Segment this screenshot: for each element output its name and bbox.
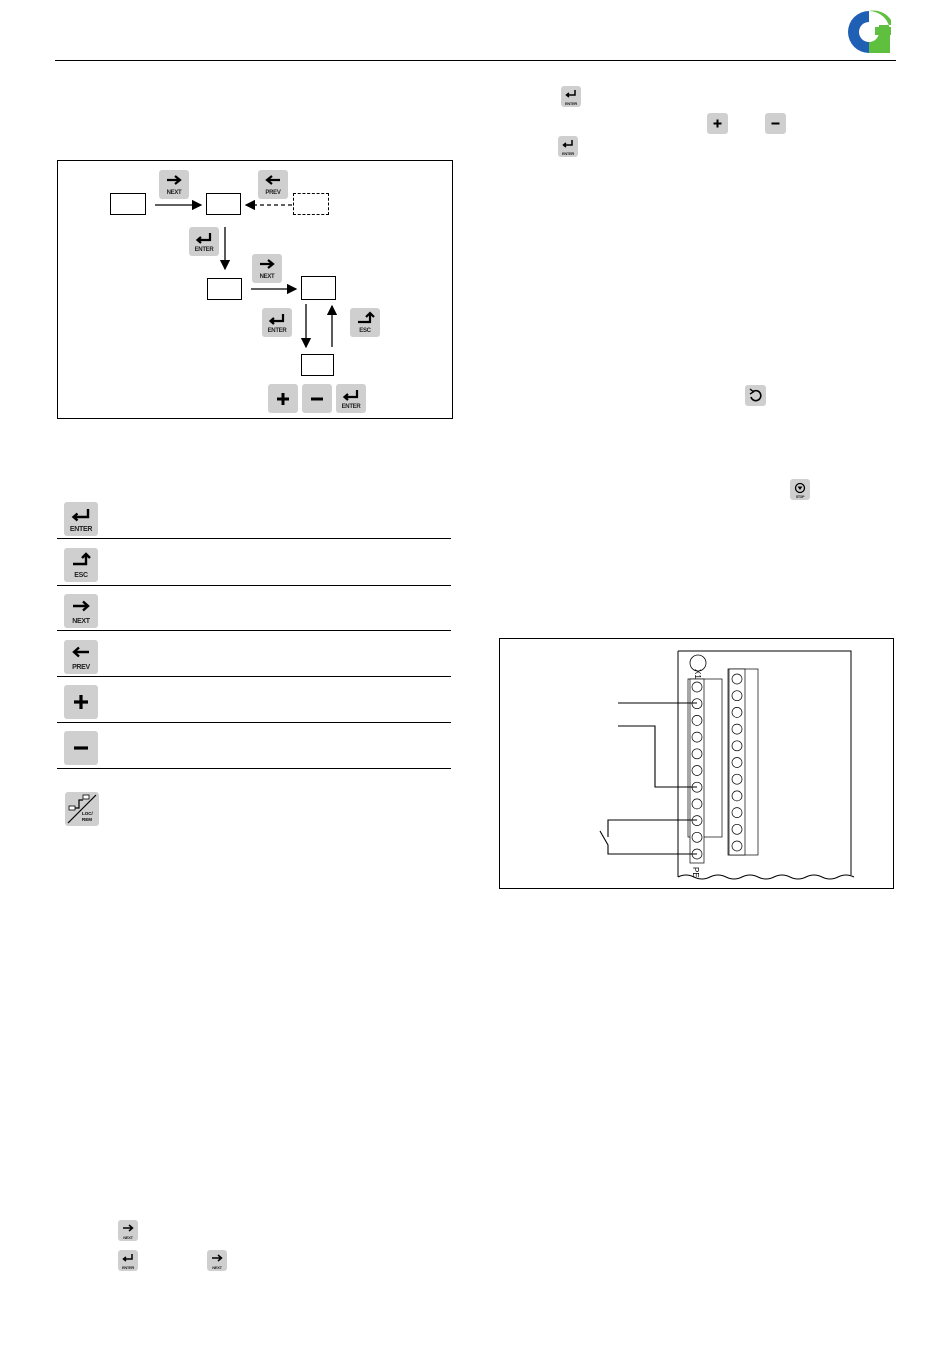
menu-navigation-diagram [57, 160, 453, 419]
terminal-screw [732, 791, 742, 801]
terminal-screw [692, 682, 702, 692]
terminal-screw [732, 808, 742, 818]
next-key-label: NEXT [166, 190, 182, 196]
legend-divider [57, 768, 451, 769]
rotation-icon [745, 385, 766, 406]
enter-key-small [561, 86, 581, 107]
minus-icon [64, 731, 98, 765]
terminal-screw [732, 707, 742, 717]
legend-esc-label: ESC [74, 572, 88, 579]
prev-key [258, 170, 288, 199]
terminal-screw [692, 816, 702, 826]
enter-key-label: ENTER [267, 328, 287, 334]
legend-divider [57, 585, 451, 586]
legend-divider [57, 630, 451, 631]
legend-divider [57, 722, 451, 723]
menu-level-box-dashed [293, 193, 329, 215]
minus-icon [765, 113, 786, 134]
menu-level-box [301, 276, 336, 300]
menu-level-box [207, 278, 242, 300]
terminal-screw [732, 674, 742, 684]
enter-key-label: ENTER [564, 101, 578, 106]
legend-divider [57, 538, 451, 539]
legend-minus-key [64, 731, 98, 765]
terminal-screw [732, 758, 742, 768]
loc-label: LOC/ [82, 811, 93, 816]
enter-key-label: ENTER [121, 1265, 135, 1270]
reverse-key-small [745, 385, 766, 406]
menu-level-box [206, 193, 241, 215]
legend-loc-rem-key [65, 792, 99, 826]
enter-key-small [558, 136, 578, 157]
terminal-screw [732, 691, 742, 701]
next-key [252, 254, 282, 283]
stop-key-label: STOP [795, 494, 805, 499]
terminal-screw [692, 766, 702, 776]
next-key-label: NEXT [123, 1235, 133, 1240]
esc-key [350, 308, 380, 337]
enter-key [189, 227, 219, 256]
enter-key-label: ENTER [561, 151, 575, 156]
next-key [159, 170, 189, 199]
terminal-screw [732, 841, 742, 851]
legend-next-key [64, 594, 98, 628]
legend-enter-label: ENTER [69, 526, 93, 533]
terminal-screw [692, 799, 702, 809]
plus-icon [707, 113, 728, 134]
terminal-screw [692, 715, 702, 725]
legend-enter-key [64, 502, 98, 536]
company-logo [845, 9, 893, 55]
legend-prev-key [64, 640, 98, 674]
header-rule [55, 60, 896, 61]
terminal-x1-label: X1 [693, 669, 702, 679]
next-key-small [207, 1250, 227, 1271]
plus-icon [268, 384, 298, 413]
terminal-screw [692, 699, 702, 709]
next-key-label: NEXT [259, 274, 275, 280]
menu-level-box [110, 193, 146, 215]
legend-next-label: NEXT [72, 618, 90, 625]
plus-icon [64, 685, 98, 719]
next-key-label: NEXT [212, 1265, 222, 1270]
esc-key-label: ESC [359, 328, 371, 334]
terminal-screw [692, 732, 702, 742]
enter-key [262, 308, 292, 337]
enter-key [336, 384, 366, 413]
prev-key-label: PREV [265, 190, 281, 196]
enter-key-label: ENTER [341, 404, 361, 410]
enter-key-label: ENTER [194, 247, 214, 253]
stop-key-small [790, 479, 810, 500]
next-key-small [118, 1220, 138, 1241]
plus-key [268, 384, 298, 413]
minus-key-small [765, 113, 786, 134]
terminal-screw [692, 832, 702, 842]
terminal-screw [732, 774, 742, 784]
terminal-screw [692, 749, 702, 759]
legend-prev-label: PREV [72, 664, 90, 671]
legend-divider [57, 676, 451, 677]
legend-plus-key [64, 685, 98, 719]
terminal-screw [732, 724, 742, 734]
terminal-screw [732, 741, 742, 751]
terminal-screw [732, 824, 742, 834]
enter-key-small [118, 1250, 138, 1271]
terminal-pe-label: PE [691, 867, 700, 878]
terminal-wiring-diagram [499, 638, 894, 889]
plus-key-small [707, 113, 728, 134]
menu-level-box [301, 354, 334, 376]
rem-label: REM [82, 817, 92, 822]
legend-esc-key [64, 548, 98, 582]
minus-key [302, 384, 332, 413]
minus-icon [302, 384, 332, 413]
